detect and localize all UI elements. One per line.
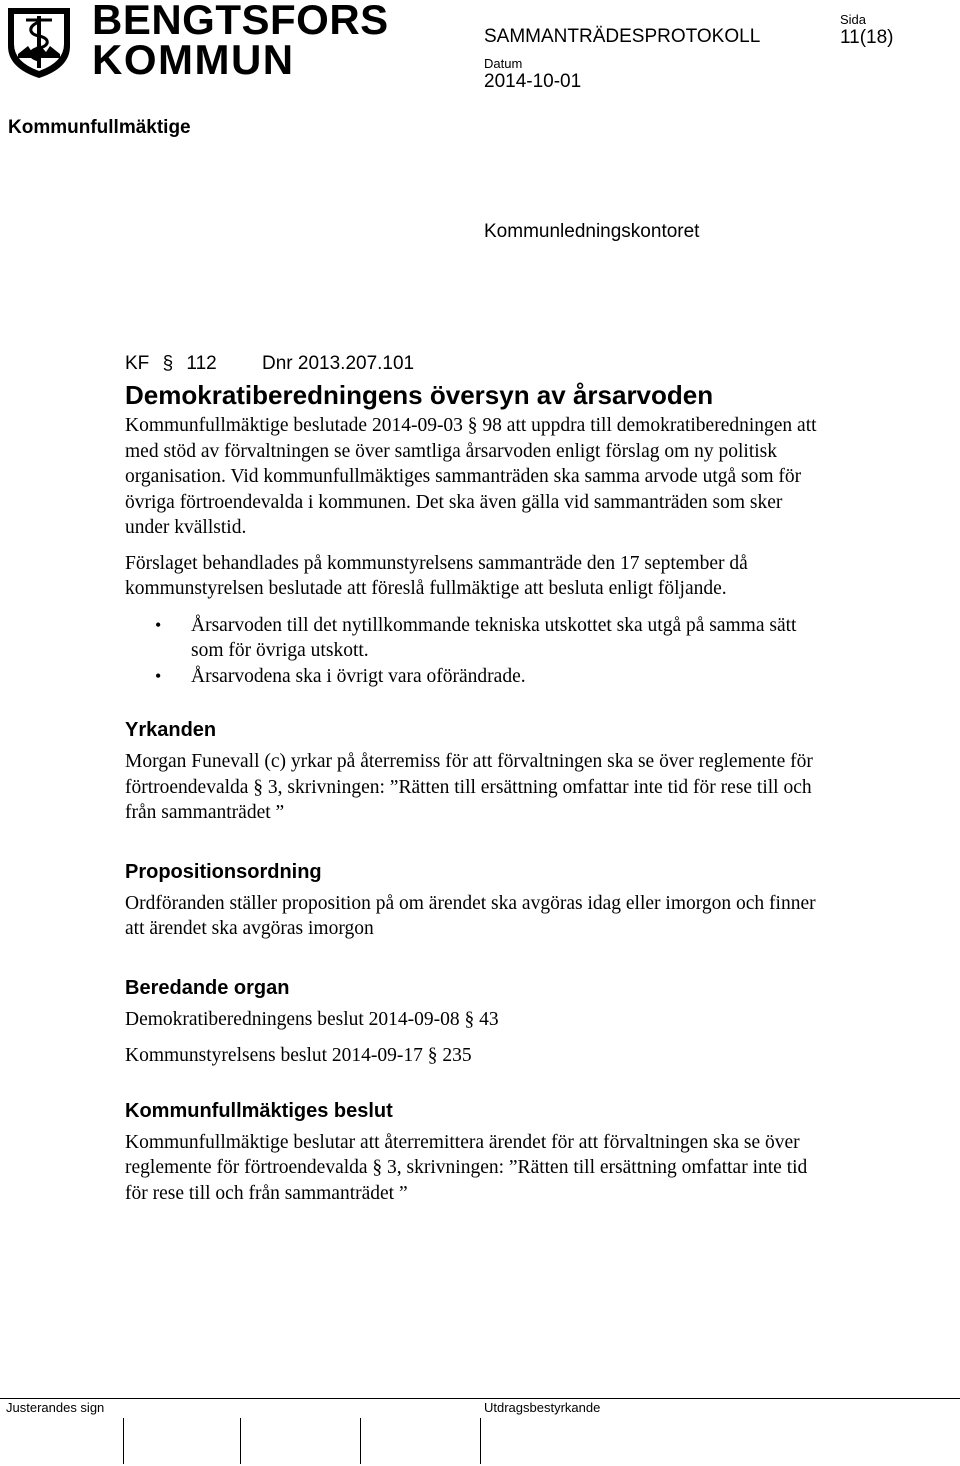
- paragraph-background: Kommunfullmäktige beslutade 2014-09-03 § 98 att uppdra till demokratiberedningen att med stöd av förvaltningen se över samtliga årsarvoden enligt förslag om ny politisk organisation. Vid kommunfullmäktiges sammanträden ska samma arvode utgå som för övriga förtroendevalda i kommunen. Det ska även gälla vid sammanträden som sker under kvällstid.: [125, 415, 817, 538]
- proposal-list: [125, 613, 825, 690]
- heading-kf-beslut: Kommunfullmäktiges beslut: [125, 1099, 393, 1122]
- list-item: • Årsarvodena ska i övrigt vara oförändrade.: [191, 664, 825, 690]
- beredande-line-1: Demokratiberedningens beslut 2014-09-08 § 43: [125, 1008, 499, 1030]
- document-date: 2014-10-01: [484, 71, 582, 92]
- brand-line-1: BENGTSFORS: [92, 0, 389, 43]
- signature-box-divider: [360, 1418, 361, 1464]
- municipality-crest-logo: [6, 6, 72, 80]
- kf-beslut-text: Kommunfullmäktige beslutar att återremittera ärendet för att förvaltningen ska se över reglemente för förtroendevalda § 3, skrivningen: ”Rätten till ersättning omfattar inte tid för rese till och från sammanträdet ”: [125, 1131, 808, 1204]
- department: Kommunledningskontoret: [484, 221, 700, 242]
- propositionsordning-text: Ordföranden ställer proposition på om ärendet ska avgöras idag eller imorgon och finner att ärendet ska avgöras imorgon: [125, 892, 816, 939]
- page-number: 11(18): [840, 27, 894, 48]
- yrkanden-text: Morgan Funevall (c) yrkar på återremiss för att förvaltningen ska se över reglemente för förtroendevalda § 3, skrivningen: ”Rätten till ersättning omfattar inte tid för rese till och från sammanträdet ”: [125, 751, 813, 823]
- section-sign: §: [162, 353, 174, 374]
- case-title: Demokratiberedningens översyn av årsarvoden: [125, 380, 714, 410]
- body-name: Kommunfullmäktige: [8, 117, 191, 138]
- justerandes-sign-label: Justerandes sign: [6, 1400, 105, 1415]
- kf-number: 112: [186, 353, 217, 374]
- signature-box-divider: [480, 1418, 481, 1464]
- page-label: Sida: [840, 12, 867, 27]
- brand-wordmark: [92, 0, 389, 83]
- footer-divider: [0, 1398, 960, 1399]
- document-type: SAMMANTRÄDESPROTOKOLL: [484, 26, 761, 47]
- heading-yrkanden: Yrkanden: [125, 719, 217, 741]
- kf-label: KF: [125, 353, 150, 374]
- heading-beredande-organ: Beredande organ: [125, 976, 290, 999]
- brand-line-2: KOMMUN: [92, 36, 295, 83]
- list-item: • Årsarvoden till det nytillkommande tekniska utskottet ska utgå på samma sätt som för övriga utskott.: [191, 613, 825, 664]
- beredande-line-2: Kommunstyrelsens beslut 2014-09-17 § 235: [125, 1045, 472, 1066]
- utdragsbestyrkande-label: Utdragsbestyrkande: [484, 1400, 601, 1415]
- dnr: Dnr 2013.207.101: [262, 353, 415, 374]
- date-label: Datum: [484, 56, 523, 71]
- paragraph-proposal: Förslaget behandlades på kommunstyrelsens sammanträde den 17 september då kommunstyrelsen beslutade att föreslå fullmäktige att besluta enligt följande.: [125, 552, 748, 599]
- heading-propositionsordning: Propositionsordning: [125, 860, 322, 883]
- case-reference: [125, 352, 825, 376]
- protocol-content: [125, 352, 825, 1206]
- signature-box-divider: [240, 1418, 241, 1464]
- signature-box-divider: [123, 1418, 124, 1464]
